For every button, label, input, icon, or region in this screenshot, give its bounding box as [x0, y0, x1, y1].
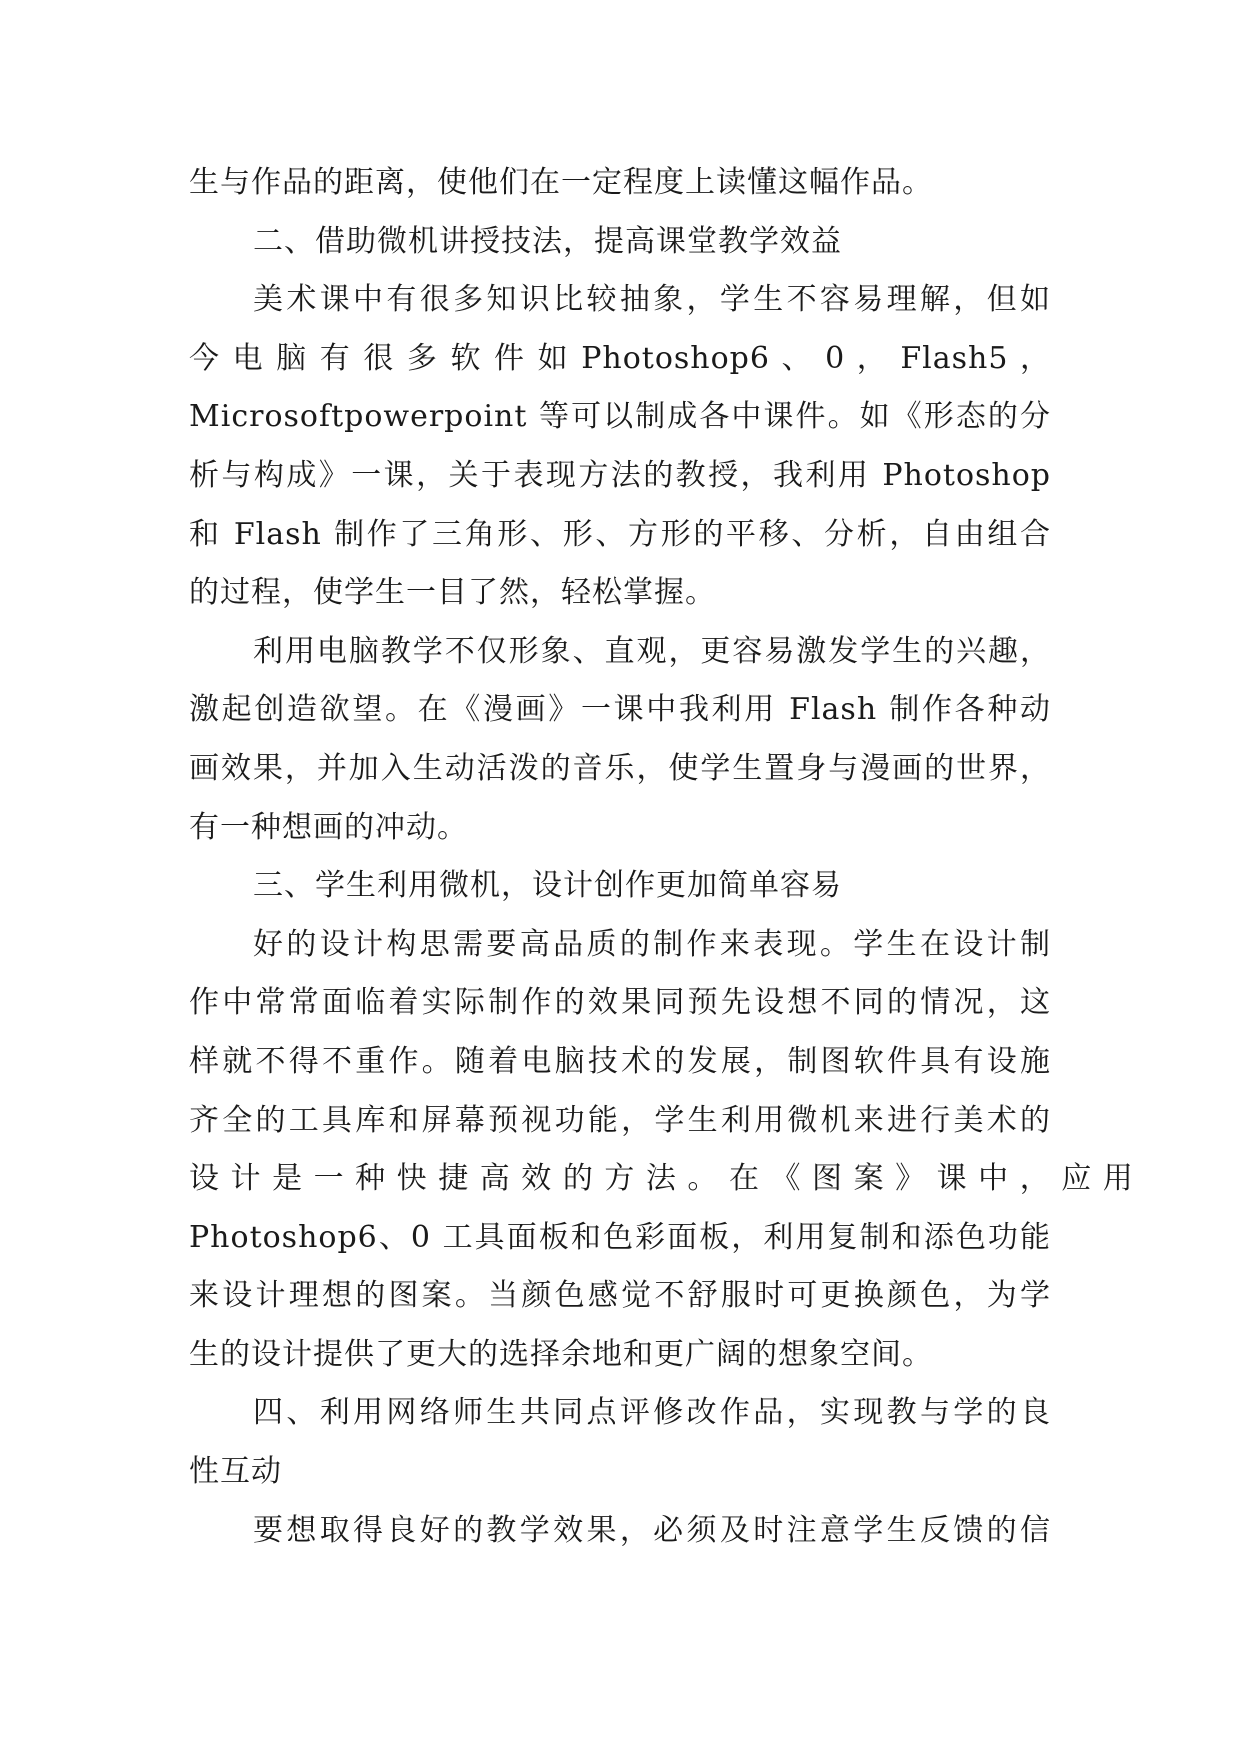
section-heading: 三、学生利用微机，设计创作更加简单容易	[253, 868, 842, 904]
text-line: 有一种想画的冲动。	[189, 809, 468, 845]
text-line: 的过程，使学生一目了然，轻松掌握。	[189, 575, 716, 611]
text-line: 要想取得良好的教学效果，必须及时注意学生反馈的信	[253, 1512, 1051, 1548]
text-line: 析与构成》一课，关于表现方法的教授，我利用 Photoshop	[189, 457, 1051, 493]
text-line: Microsoftpowerpoint 等可以制成各中课件。如《形态的分	[189, 399, 1051, 435]
text-line: 样就不得不重作。随着电脑技术的发展，制图软件具有设施	[189, 1043, 1051, 1079]
section-heading: 二、借助微机讲授技法，提高课堂教学效益	[253, 223, 842, 259]
text-line: 设 计 是 一 种 快 捷 高 效 的 方 法 。 在 《 图 案 》 课 中 ， 应 用	[189, 1161, 1134, 1197]
text-line: 和 Flash 制作了三角形、形、方形的平移、分析，自由组合	[189, 516, 1051, 552]
text-line: Photoshop6、0 工具面板和色彩面板，利用复制和添色功能	[189, 1219, 1051, 1255]
text-line: 好的设计构思需要高品质的制作来表现。学生在设计制	[253, 926, 1051, 962]
text-line: 美术课中有很多知识比较抽象，学生不容易理解，但如	[253, 282, 1051, 318]
text-line: 利用电脑教学不仅形象、直观，更容易激发学生的兴趣，	[253, 633, 1051, 669]
text-line: 画效果，并加入生动活泼的音乐，使学生置身与漫画的世界，	[189, 750, 1051, 786]
text-line: 来设计理想的图案。当颜色感觉不舒服时可更换颜色，为学	[189, 1278, 1051, 1314]
document-body	[189, 154, 1134, 1560]
section-heading-continuation: 性互动	[189, 1454, 282, 1490]
text-line: 作中常常面临着实际制作的效果同预先设想不同的情况，这	[189, 985, 1051, 1021]
text-line: 生与作品的距离，使他们在一定程度上读懂这幅作品。	[189, 165, 933, 200]
text-line: 激起创造欲望。在《漫画》一课中我利用 Flash 制作各种动	[189, 692, 1051, 728]
section-heading: 四、利用网络师生共同点评修改作品，实现教与学的良	[253, 1395, 1051, 1431]
text-line: 齐全的工具库和屏幕预视功能，学生利用微机来进行美术的	[189, 1102, 1051, 1138]
text-line: 生的设计提供了更大的选择余地和更广阔的想象空间。	[189, 1336, 933, 1372]
text-line: 今 电 脑 有 很 多 软 件 如 Photoshop6 、 0 ， Flash5 ，	[189, 340, 1051, 376]
